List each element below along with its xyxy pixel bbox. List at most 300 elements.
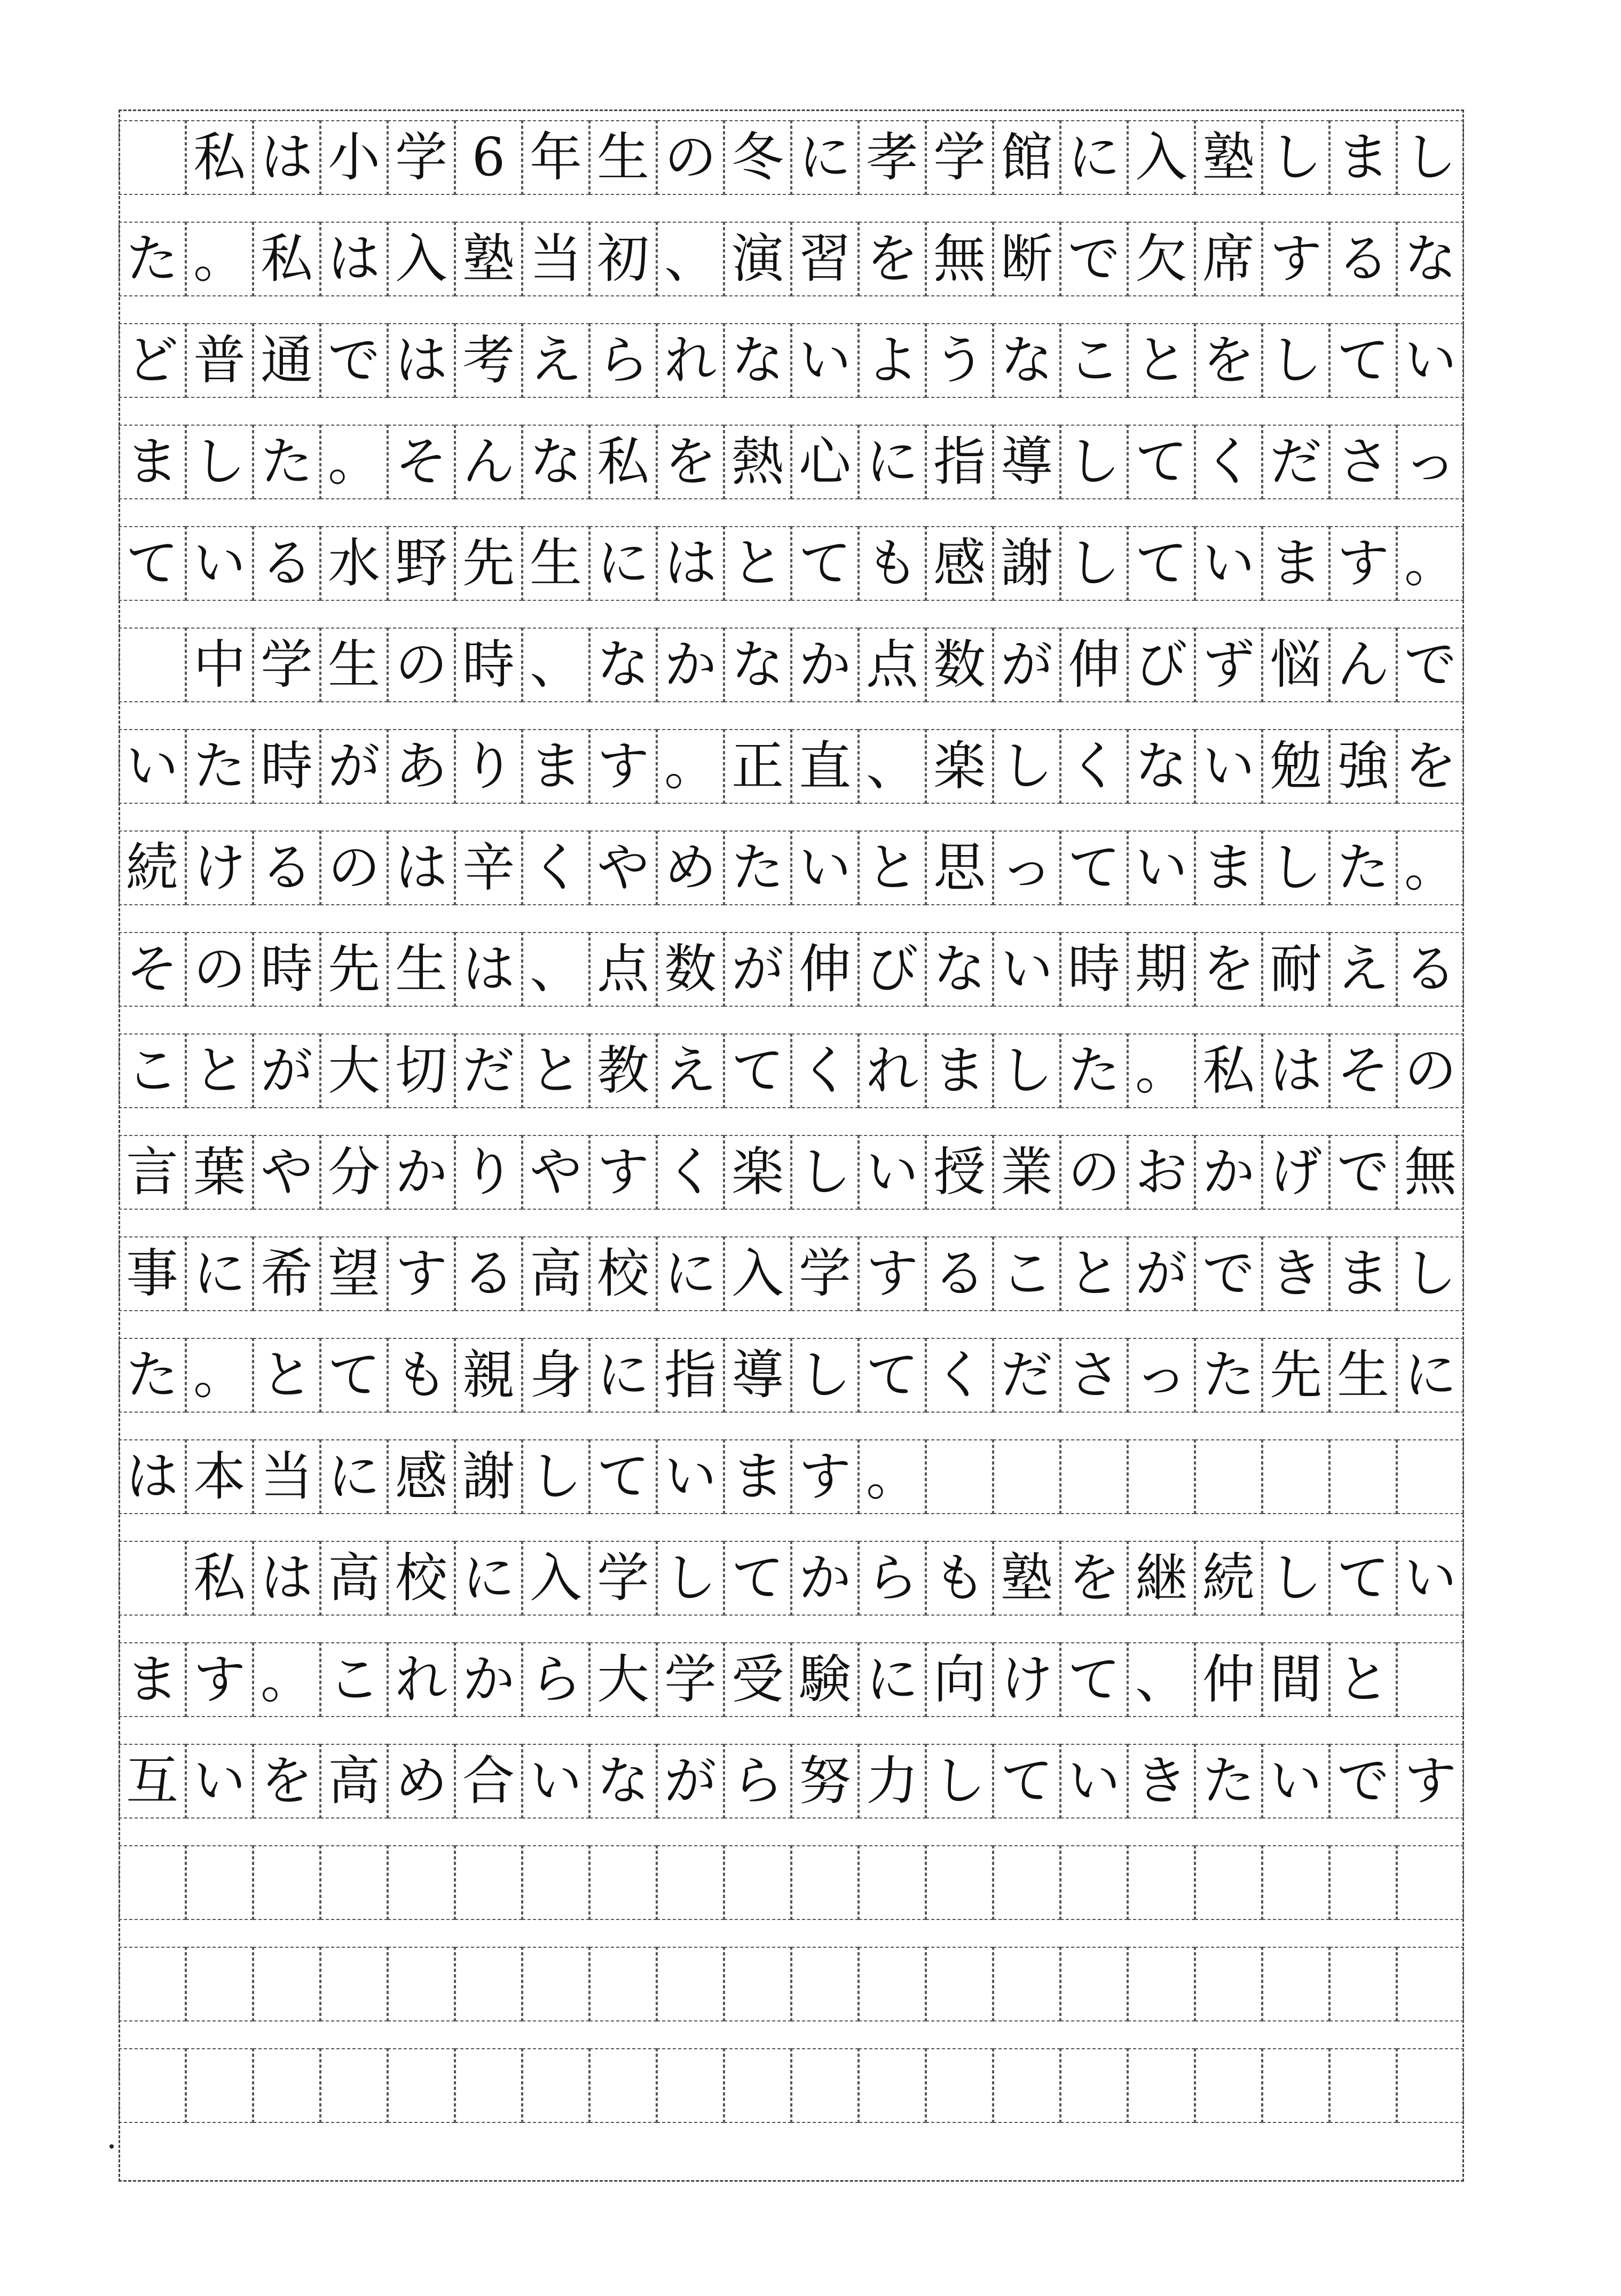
grid-cell: く (522, 830, 589, 905)
grid-cell (859, 1947, 926, 2021)
grid-cell: ま (522, 729, 589, 804)
grid-cell: 続 (119, 830, 186, 905)
grid-cell: 分 (320, 1135, 388, 1210)
grid-cell: に (1060, 120, 1128, 195)
grid-cell (1060, 1845, 1128, 1920)
grid-cell: る (455, 1236, 522, 1311)
grid-cell: か (791, 628, 859, 702)
grid-cell: を (253, 1744, 320, 1819)
grid-cell (119, 1947, 186, 2021)
grid-cell: 辛 (455, 830, 522, 905)
grid-cell: え (522, 323, 589, 398)
grid-cell (186, 1947, 253, 2021)
grid-cell: い (186, 526, 253, 601)
grid-cell: ま (926, 1033, 993, 1108)
grid-cell: 心 (791, 425, 859, 499)
grid-cell: す (1262, 222, 1329, 296)
grid-cell: 本 (186, 1439, 253, 1514)
grid-cell: 授 (926, 1135, 993, 1210)
grid-cell: て (119, 526, 186, 601)
grid-cell: し (522, 1439, 589, 1514)
grid-cell: ん (455, 425, 522, 499)
grid-cell: が (320, 729, 388, 804)
grid-cell: 普 (186, 323, 253, 398)
grid-cell: び (859, 932, 926, 1007)
grid-cell: 当 (522, 222, 589, 296)
grid-cell: の (186, 932, 253, 1007)
grid-cell: で (1397, 628, 1464, 702)
grid-cell: い (119, 729, 186, 804)
grid-cell: 。 (1397, 830, 1464, 905)
grid-cell: く (926, 1338, 993, 1413)
grid-cell: 間 (1262, 1642, 1329, 1717)
grid-cell: 断 (993, 222, 1060, 296)
grid-cell: 高 (320, 1541, 388, 1616)
grid-cell: 学 (657, 1642, 724, 1717)
manuscript-row (119, 425, 1464, 499)
grid-cell: が (253, 1033, 320, 1108)
grid-cell: の (388, 628, 455, 702)
grid-cell: う (926, 323, 993, 398)
grid-cell: 望 (320, 1236, 388, 1311)
grid-cell (657, 2048, 724, 2123)
grid-cell: も (388, 1338, 455, 1413)
grid-cell: 思 (926, 830, 993, 905)
grid-cell: を (657, 425, 724, 499)
grid-cell: 先 (320, 932, 388, 1007)
grid-cell: る (253, 830, 320, 905)
grid-cell: に (791, 120, 859, 195)
grid-cell: 私 (186, 1541, 253, 1616)
grid-cell: い (1195, 729, 1262, 804)
grid-cell: め (388, 1744, 455, 1819)
grid-cell: と (1329, 1642, 1397, 1717)
grid-cell (1060, 2048, 1128, 2123)
grid-cell: 学 (388, 120, 455, 195)
grid-cell: い (186, 1744, 253, 1819)
grid-cell: 教 (589, 1033, 657, 1108)
grid-cell (724, 1845, 791, 1920)
grid-cell: な (1128, 729, 1195, 804)
grid-cell: る (253, 526, 320, 601)
grid-cell (1128, 1845, 1195, 1920)
manuscript-row (119, 1135, 1464, 1210)
grid-cell: 切 (388, 1033, 455, 1108)
grid-cell: に (320, 1439, 388, 1514)
grid-cell: 楽 (926, 729, 993, 804)
grid-cell (926, 1947, 993, 2021)
grid-cell: 生 (320, 628, 388, 702)
grid-cell: く (1060, 729, 1128, 804)
grid-cell: り (455, 729, 522, 804)
grid-cell: し (1262, 1541, 1329, 1616)
grid-cell: 。 (186, 222, 253, 296)
grid-cell: い (859, 1135, 926, 1210)
grid-cell: よ (859, 323, 926, 398)
grid-cell: は (455, 932, 522, 1007)
grid-cell (186, 1845, 253, 1920)
grid-cell (589, 2048, 657, 2123)
grid-cell (119, 120, 186, 195)
grid-cell: や (522, 1135, 589, 1210)
grid-cell: 通 (253, 323, 320, 398)
manuscript-row (119, 1947, 1464, 2021)
grid-cell: す (859, 1236, 926, 1311)
grid-cell (320, 1947, 388, 2021)
grid-cell: 学 (926, 120, 993, 195)
grid-cell (1128, 1947, 1195, 2021)
grid-cell: 入 (1128, 120, 1195, 195)
grid-cell: 考 (455, 323, 522, 398)
grid-cell (320, 1845, 388, 1920)
grid-cell: 校 (589, 1236, 657, 1311)
grid-cell: っ (1397, 425, 1464, 499)
grid-cell: す (388, 1236, 455, 1311)
grid-cell (926, 1439, 993, 1514)
grid-cell (1329, 1947, 1397, 2021)
grid-cell: が (724, 932, 791, 1007)
grid-cell (993, 1439, 1060, 1514)
grid-cell (455, 1947, 522, 2021)
grid-cell: や (253, 1135, 320, 1210)
grid-cell: い (1128, 830, 1195, 905)
grid-cell: て (1128, 425, 1195, 499)
grid-cell: し (1397, 120, 1464, 195)
grid-cell: さ (1060, 1338, 1128, 1413)
grid-cell (724, 1947, 791, 2021)
grid-cell: 、 (1128, 1642, 1195, 1717)
grid-cell: 。 (1128, 1033, 1195, 1108)
grid-cell: 先 (1262, 1338, 1329, 1413)
grid-cell: 入 (388, 222, 455, 296)
grid-cell: と (859, 830, 926, 905)
grid-cell (1060, 1439, 1128, 1514)
grid-cell: 、 (859, 729, 926, 804)
grid-cell: 業 (993, 1135, 1060, 1210)
grid-cell: は (320, 222, 388, 296)
grid-cell: な (724, 323, 791, 398)
grid-cell (926, 1845, 993, 1920)
grid-cell: 数 (657, 932, 724, 1007)
grid-cell: 受 (724, 1642, 791, 1717)
grid-cell: 悩 (1262, 628, 1329, 702)
grid-cell: た (1195, 1744, 1262, 1819)
grid-cell: 感 (388, 1439, 455, 1514)
grid-cell: で (1329, 1135, 1397, 1210)
grid-cell: 導 (993, 425, 1060, 499)
grid-cell: か (1195, 1135, 1262, 1210)
grid-cell: た (1195, 1338, 1262, 1413)
grid-cell: は (388, 830, 455, 905)
grid-cell: に (455, 1541, 522, 1616)
grid-cell: を (1195, 323, 1262, 398)
grid-cell: ら (859, 1541, 926, 1616)
grid-cell: い (993, 932, 1060, 1007)
grid-cell: っ (993, 830, 1060, 905)
grid-cell: 耐 (1262, 932, 1329, 1007)
grid-cell: 感 (926, 526, 993, 601)
grid-cell: り (455, 1135, 522, 1210)
grid-cell: い (522, 1744, 589, 1819)
grid-cell: し (993, 729, 1060, 804)
grid-cell: し (791, 1338, 859, 1413)
grid-cell: 無 (1397, 1135, 1464, 1210)
grid-cell (1397, 1845, 1464, 1920)
grid-cell: く (657, 1135, 724, 1210)
grid-cell: そ (1329, 1033, 1397, 1108)
grid-cell: は (119, 1439, 186, 1514)
grid-cell: て (1329, 323, 1397, 398)
grid-cell: 合 (455, 1744, 522, 1819)
grid-cell: げ (1262, 1135, 1329, 1210)
grid-cell: し (657, 1541, 724, 1616)
grid-cell: も (926, 1541, 993, 1616)
grid-cell (993, 1947, 1060, 2021)
grid-cell: が (1128, 1236, 1195, 1311)
grid-cell: て (589, 1439, 657, 1514)
grid-cell: ん (1329, 628, 1397, 702)
manuscript-row (119, 1439, 1464, 1514)
grid-cell: 生 (388, 932, 455, 1007)
manuscript-row (119, 1338, 1464, 1413)
grid-cell: て (1128, 526, 1195, 601)
grid-cell: 私 (253, 222, 320, 296)
grid-cell (253, 2048, 320, 2123)
grid-cell: や (589, 830, 657, 905)
grid-cell: に (859, 425, 926, 499)
grid-cell (455, 2048, 522, 2123)
grid-cell: ま (1329, 1236, 1397, 1311)
grid-cell: 習 (791, 222, 859, 296)
grid-cell: 学 (791, 1236, 859, 1311)
grid-cell (791, 1947, 859, 2021)
grid-cell: 親 (455, 1338, 522, 1413)
grid-cell: だ (1262, 425, 1329, 499)
manuscript-row (119, 1744, 1464, 1819)
grid-cell: し (993, 1033, 1060, 1108)
grid-cell (589, 1947, 657, 2021)
grid-cell: し (1262, 830, 1329, 905)
grid-cell: で (320, 323, 388, 398)
grid-cell: の (320, 830, 388, 905)
grid-cell: 水 (320, 526, 388, 601)
grid-cell: る (1329, 222, 1397, 296)
grid-cell: ま (1262, 526, 1329, 601)
grid-cell: ま (119, 425, 186, 499)
grid-cell: あ (388, 729, 455, 804)
grid-cell: め (657, 830, 724, 905)
grid-cell: れ (657, 323, 724, 398)
grid-cell: か (657, 628, 724, 702)
grid-cell: し (791, 1135, 859, 1210)
grid-cell: 楽 (724, 1135, 791, 1210)
grid-cell: ら (589, 323, 657, 398)
grid-cell (1195, 1845, 1262, 1920)
grid-cell (1060, 1947, 1128, 2021)
grid-cell (1128, 2048, 1195, 2123)
grid-cell: 大 (589, 1642, 657, 1717)
grid-cell: 冬 (724, 120, 791, 195)
grid-cell (455, 1845, 522, 1920)
grid-cell: 言 (119, 1135, 186, 1210)
grid-cell: 時 (253, 729, 320, 804)
grid-cell: 当 (253, 1439, 320, 1514)
manuscript-row (119, 222, 1464, 296)
grid-cell: て (1060, 830, 1128, 905)
grid-cell: 学 (589, 1541, 657, 1616)
grid-cell: で (1060, 222, 1128, 296)
grid-cell: 熱 (724, 425, 791, 499)
grid-cell: を (859, 222, 926, 296)
grid-cell: 時 (1060, 932, 1128, 1007)
grid-cell (522, 2048, 589, 2123)
grid-cell (859, 2048, 926, 2123)
grid-cell: し (926, 1744, 993, 1819)
grid-cell: 。 (320, 425, 388, 499)
grid-cell: ら (522, 1642, 589, 1717)
grid-cell: い (791, 830, 859, 905)
grid-cell: 希 (253, 1236, 320, 1311)
grid-cell: 、 (657, 222, 724, 296)
grid-cell: い (1397, 1541, 1464, 1616)
grid-cell: 入 (522, 1541, 589, 1616)
grid-cell: と (1060, 1236, 1128, 1311)
grid-cell: れ (859, 1033, 926, 1108)
grid-cell (657, 1947, 724, 2021)
grid-cell: て (724, 1033, 791, 1108)
grid-cell (1329, 1439, 1397, 1514)
grid-cell: か (455, 1642, 522, 1717)
manuscript-row (119, 2048, 1464, 2123)
grid-cell: 謝 (455, 1439, 522, 1514)
grid-cell: は (253, 1541, 320, 1616)
grid-cell: 勉 (1262, 729, 1329, 804)
grid-cell: 、 (522, 628, 589, 702)
grid-cell: て (993, 1744, 1060, 1819)
grid-cell: き (1262, 1236, 1329, 1311)
grid-cell: 生 (1329, 1338, 1397, 1413)
manuscript-row (119, 526, 1464, 601)
grid-cell: に (186, 1236, 253, 1311)
grid-cell: 謝 (993, 526, 1060, 601)
grid-cell: だ (455, 1033, 522, 1108)
grid-cell: し (1060, 425, 1128, 499)
grid-cell: 正 (724, 729, 791, 804)
grid-cell (993, 2048, 1060, 2123)
grid-cell: 学 (253, 628, 320, 702)
grid-cell: な (926, 932, 993, 1007)
grid-cell: で (1329, 1744, 1397, 1819)
grid-cell: か (791, 1541, 859, 1616)
grid-cell (589, 1845, 657, 1920)
grid-cell (388, 2048, 455, 2123)
grid-cell: た (724, 830, 791, 905)
grid-cell: を (1195, 932, 1262, 1007)
grid-cell: 継 (1128, 1541, 1195, 1616)
grid-cell (320, 2048, 388, 2123)
grid-cell: 点 (589, 932, 657, 1007)
grid-cell (186, 2048, 253, 2123)
grid-cell: 入 (724, 1236, 791, 1311)
grid-cell: ま (1195, 830, 1262, 905)
grid-cell: 時 (455, 628, 522, 702)
grid-cell: 指 (926, 425, 993, 499)
grid-cell (388, 1845, 455, 1920)
manuscript-row (119, 932, 1464, 1007)
manuscript-row (119, 323, 1464, 398)
grid-cell: す (791, 1439, 859, 1514)
grid-cell (1397, 2048, 1464, 2123)
grid-cell: 導 (724, 1338, 791, 1413)
grid-cell: し (1262, 323, 1329, 398)
grid-cell (993, 1845, 1060, 1920)
grid-cell (522, 1947, 589, 2021)
grid-cell: 験 (791, 1642, 859, 1717)
grid-cell: び (1128, 628, 1195, 702)
grid-cell (1397, 1947, 1464, 2021)
grid-cell: 伸 (1060, 628, 1128, 702)
grid-cell: 伸 (791, 932, 859, 1007)
grid-cell: 点 (859, 628, 926, 702)
grid-cell: い (791, 323, 859, 398)
grid-cell: 指 (657, 1338, 724, 1413)
grid-cell: 。 (657, 729, 724, 804)
grid-cell: な (522, 425, 589, 499)
grid-cell: は (1262, 1033, 1329, 1108)
grid-cell: た (1060, 1033, 1128, 1108)
grid-cell (1195, 1439, 1262, 1514)
manuscript-row (119, 729, 1464, 804)
grid-cell: 仲 (1195, 1642, 1262, 1717)
grid-cell: が (993, 628, 1060, 702)
grid-cell: ず (1195, 628, 1262, 702)
grid-cell (1329, 2048, 1397, 2123)
grid-cell (1397, 1439, 1464, 1514)
grid-cell: す (589, 1135, 657, 1210)
grid-cell: の (1397, 1033, 1464, 1108)
grid-cell: 野 (388, 526, 455, 601)
grid-cell: が (657, 1744, 724, 1819)
grid-cell: す (589, 729, 657, 804)
grid-cell: な (589, 1744, 657, 1819)
grid-cell: い (1397, 323, 1464, 398)
grid-cell: き (1128, 1744, 1195, 1819)
grid-cell: 無 (926, 222, 993, 296)
grid-cell (791, 2048, 859, 2123)
grid-cell (1262, 1439, 1329, 1514)
grid-cell: そ (119, 932, 186, 1007)
grid-cell: 塾 (455, 222, 522, 296)
grid-cell: 席 (1195, 222, 1262, 296)
grid-cell (1262, 1947, 1329, 2021)
grid-cell: に (589, 526, 657, 601)
grid-cell: ま (1329, 120, 1397, 195)
grid-cell: た (253, 425, 320, 499)
grid-cell: も (859, 526, 926, 601)
grid-cell: な (993, 323, 1060, 398)
grid-cell: に (859, 1642, 926, 1717)
grid-cell: お (1128, 1135, 1195, 1210)
grid-cell (1128, 1439, 1195, 1514)
grid-cell: 、 (522, 932, 589, 1007)
grid-cell: く (791, 1033, 859, 1108)
grid-cell: と (1128, 323, 1195, 398)
grid-cell: 直 (791, 729, 859, 804)
grid-cell: こ (119, 1033, 186, 1108)
grid-cell: て (1329, 1541, 1397, 1616)
grid-cell: 高 (522, 1236, 589, 1311)
manuscript-row (119, 1541, 1464, 1616)
